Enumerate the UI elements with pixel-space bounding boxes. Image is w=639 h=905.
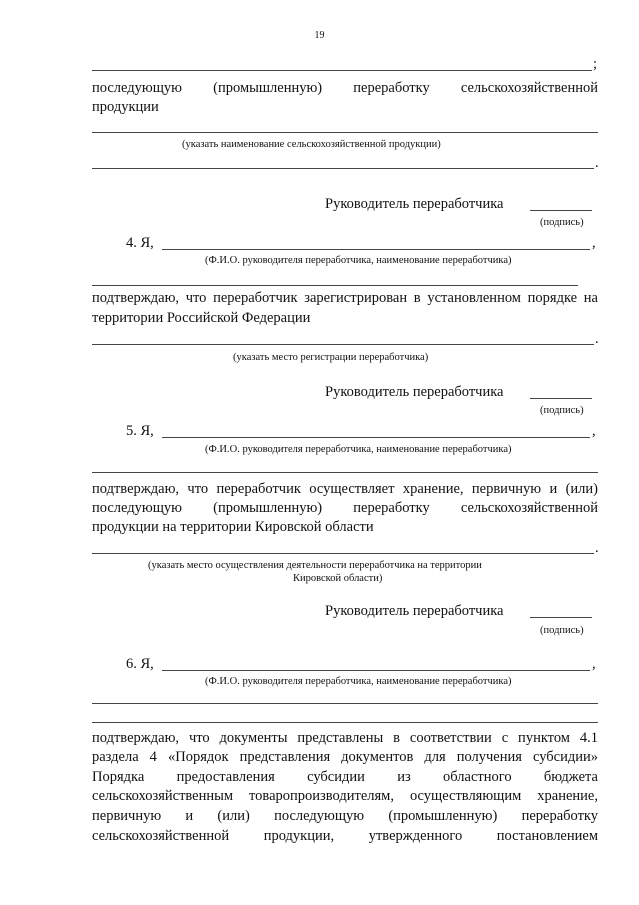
signer-label: Руководитель переработчика [325, 196, 504, 212]
block6-text-line: сельскохозяйственной продукции, утвержденного постановлением [92, 828, 598, 844]
page-number: 19 [314, 30, 325, 41]
signer-label: Руководитель переработчика [325, 603, 504, 619]
item-number: 5. Я, [126, 423, 154, 439]
block3-text-line: последующую (промышленную) переработку сельскохозяйственной [92, 80, 598, 96]
blank-line [92, 70, 592, 71]
blank-line [92, 285, 578, 286]
field-caption: (Ф.И.О. руководителя переработчика, наименование переработчика) [205, 676, 512, 687]
item-number: 4. Я, [126, 235, 154, 251]
blank-line [162, 670, 590, 671]
field-caption: (указать наименование сельскохозяйственной продукции) [182, 139, 441, 150]
signer-label: Руководитель переработчика [325, 384, 504, 400]
blank-line [162, 249, 590, 250]
field-caption: (Ф.И.О. руководителя переработчика, наименование переработчика) [205, 444, 512, 455]
line-end-dot: . [595, 331, 599, 347]
signature-line [530, 210, 592, 211]
line-end-semicolon: ; [593, 56, 598, 72]
signature-caption: (подпись) [540, 217, 584, 228]
block5-text-line: подтверждаю, что переработчик осуществляет хранение, первичную и (или) [92, 481, 598, 497]
blank-line [92, 472, 598, 473]
block3-text-line: продукции [92, 99, 159, 115]
item-number: 6. Я, [126, 656, 154, 672]
blank-line [92, 722, 598, 723]
field-caption: (указать место осуществления деятельности переработчика на территории [148, 560, 482, 571]
signature-caption: (подпись) [540, 625, 584, 636]
blank-line [92, 553, 594, 554]
field-caption: (Ф.И.О. руководителя переработчика, наименование переработчика) [205, 255, 512, 266]
block6-text-line: подтверждаю, что документы представлены в соответствии с пунктом 4.1 [92, 730, 598, 746]
block5-text-line: продукции на территории Кировской области [92, 519, 374, 535]
field-caption: Кировской области) [293, 573, 383, 584]
line-end-comma: , [592, 423, 596, 439]
blank-line [92, 344, 594, 345]
blank-line [162, 437, 590, 438]
line-end-comma: , [592, 656, 596, 672]
blank-line [92, 132, 598, 133]
line-end-dot: . [595, 155, 599, 171]
block4-text-line: территории Российской Федерации [92, 310, 311, 326]
signature-line [530, 617, 592, 618]
block6-text-line: Порядка предоставления субсидии из областного бюджета [92, 769, 598, 785]
blank-line [92, 168, 594, 169]
block6-text-line: раздела 4 «Порядок представления документов для получения субсидии» [92, 749, 598, 765]
line-end-comma: , [592, 235, 596, 251]
line-end-dot: . [595, 540, 599, 556]
block4-text-line: подтверждаю, что переработчик зарегистрирован в установленном порядке на [92, 290, 598, 306]
field-caption: (указать место регистрации переработчика) [233, 352, 429, 363]
signature-caption: (подпись) [540, 405, 584, 416]
block5-text-line: последующую (промышленную) переработку сельскохозяйственной [92, 500, 598, 516]
block6-text-line: сельскохозяйственным товаропроизводителям, осуществляющим хранение, [92, 788, 598, 804]
block6-text-line: первичную и (или) последующую (промышленную) переработку [92, 808, 598, 824]
signature-line [530, 398, 592, 399]
blank-line [92, 703, 598, 704]
